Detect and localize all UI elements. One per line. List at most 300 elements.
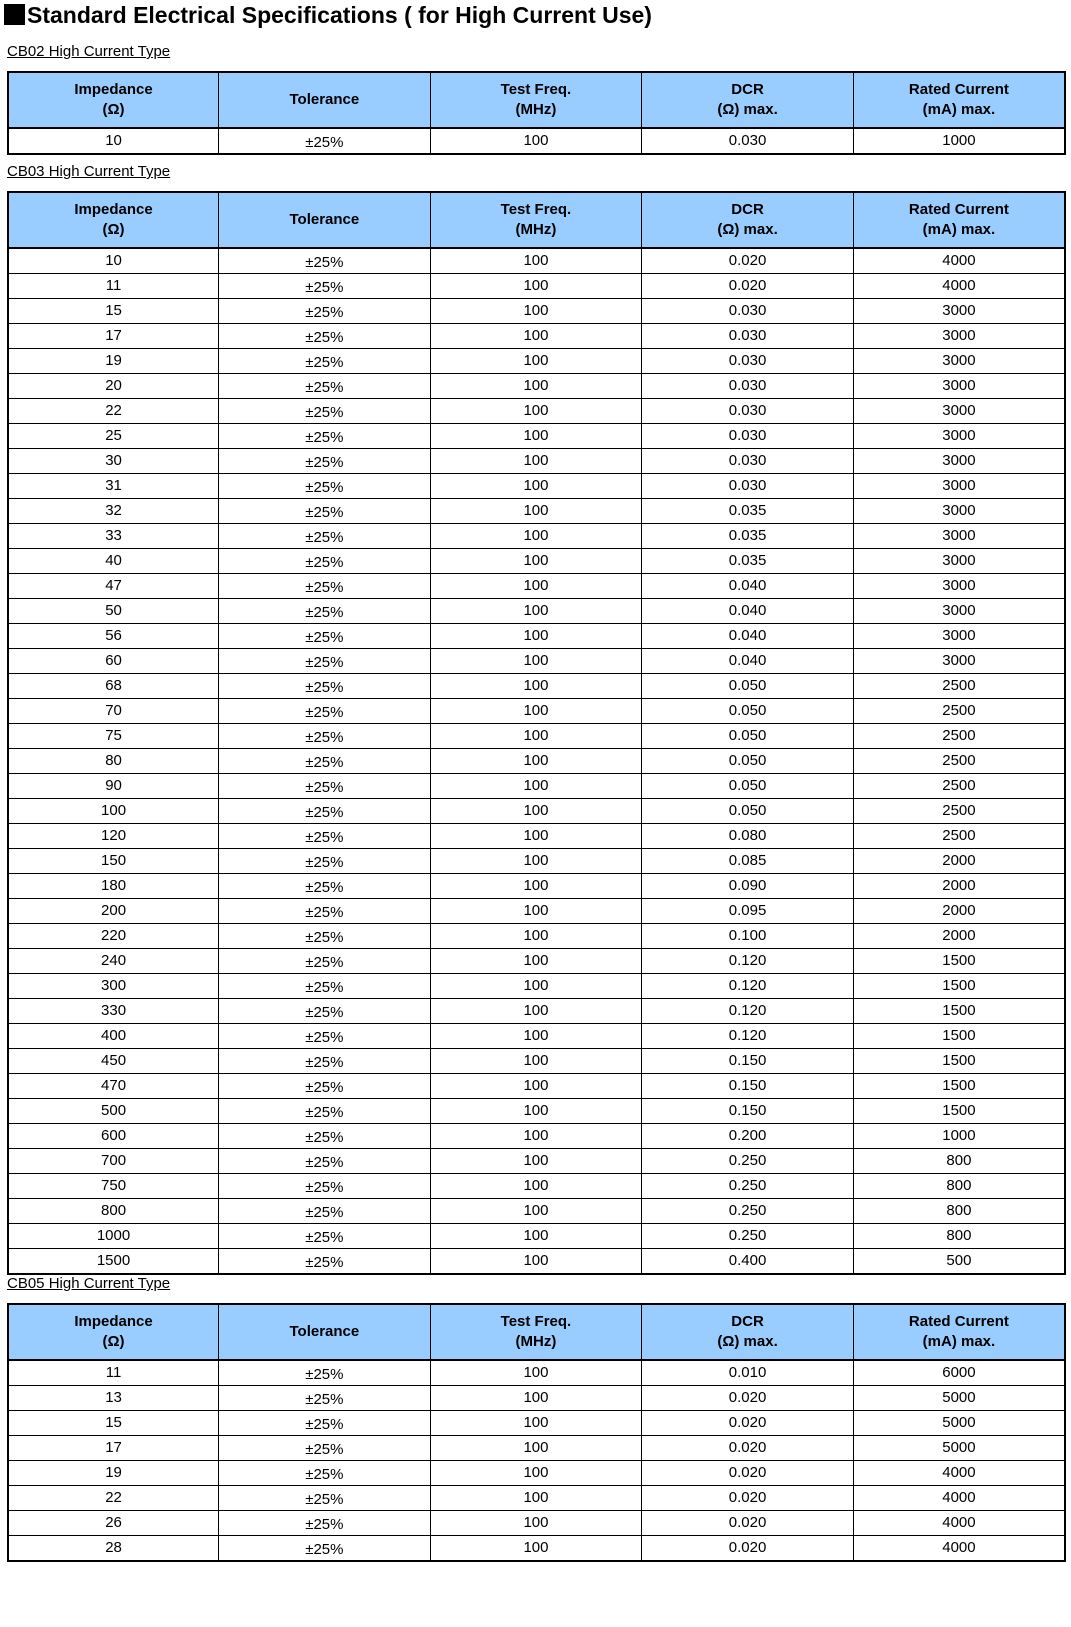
cell-value: 2500 <box>942 777 976 794</box>
cell-value: ±25% <box>305 254 344 271</box>
table-cell <box>430 1199 642 1224</box>
column-header <box>219 72 431 128</box>
cell-value: 100 <box>523 727 549 744</box>
table-row <box>8 474 1065 499</box>
table-cell <box>430 1174 642 1199</box>
cell-value: 6000 <box>942 1364 976 1381</box>
table-cell <box>853 1099 1065 1124</box>
table-cell <box>430 1249 642 1275</box>
table-cell <box>219 449 431 474</box>
table-cell <box>853 749 1065 774</box>
column-header <box>8 192 219 248</box>
column-header-line1: Test Freq. <box>500 201 572 218</box>
table-cell <box>853 324 1065 349</box>
table-cell <box>853 1124 1065 1149</box>
table-row <box>8 1360 1065 1386</box>
table-cell <box>642 1461 854 1486</box>
cell-value: 0.050 <box>728 777 767 794</box>
cell-value: 11 <box>105 1364 122 1381</box>
column-header <box>430 1304 642 1360</box>
cell-value: 3000 <box>942 302 976 319</box>
cell-value: ±25% <box>305 1204 344 1221</box>
table-cell <box>853 624 1065 649</box>
table-cell <box>853 1174 1065 1199</box>
table-cell <box>219 1124 431 1149</box>
table-cell <box>8 1436 219 1461</box>
table-row <box>8 924 1065 949</box>
table-cell <box>8 1099 219 1124</box>
table-cell <box>853 1074 1065 1099</box>
cell-value: ±25% <box>305 1366 344 1383</box>
table-cell <box>219 128 431 154</box>
spec-table-1 <box>7 191 1066 1275</box>
table-cell <box>642 1486 854 1511</box>
table-cell <box>642 549 854 574</box>
table-row <box>8 324 1065 349</box>
table-cell <box>853 824 1065 849</box>
spec-table-2 <box>7 1303 1066 1562</box>
cell-value: 100 <box>523 1002 549 1019</box>
cell-value: 1500 <box>942 952 976 969</box>
cell-value: 10 <box>105 132 122 149</box>
cell-value: 0.030 <box>728 452 767 469</box>
table-row <box>8 1461 1065 1486</box>
section-label-0[interactable]: CB02 High Current Type <box>7 43 171 60</box>
cell-value: 300 <box>101 977 127 994</box>
table-row <box>8 524 1065 549</box>
cell-value: 3000 <box>942 527 976 544</box>
cell-value: 0.030 <box>728 132 767 149</box>
cell-value: 0.035 <box>728 552 767 569</box>
cell-value: 100 <box>523 327 549 344</box>
cell-value: ±25% <box>305 1154 344 1171</box>
table-row <box>8 1049 1065 1074</box>
cell-value: 3000 <box>942 402 976 419</box>
cell-value: 100 <box>523 852 549 869</box>
column-header-line2: (MHz) <box>515 1333 557 1350</box>
cell-value: 2000 <box>942 927 976 944</box>
table-cell <box>219 774 431 799</box>
cell-value: 32 <box>105 502 122 519</box>
cell-value: ±25% <box>305 1054 344 1071</box>
cell-value: 100 <box>523 1077 549 1094</box>
cell-value: 19 <box>105 1464 122 1481</box>
cell-value: 100 <box>523 302 549 319</box>
table-cell <box>642 949 854 974</box>
column-header-line2: (Ω) <box>102 101 125 118</box>
table-cell <box>8 649 219 674</box>
table-cell <box>8 524 219 549</box>
table-cell <box>430 574 642 599</box>
table-cell <box>219 324 431 349</box>
cell-value: 1500 <box>96 1252 131 1269</box>
table-cell <box>853 974 1065 999</box>
cell-value: 100 <box>523 927 549 944</box>
table-cell <box>430 774 642 799</box>
table-cell <box>219 1199 431 1224</box>
table-cell <box>430 949 642 974</box>
table-cell <box>8 1049 219 1074</box>
table-cell <box>219 999 431 1024</box>
table-cell <box>219 1099 431 1124</box>
cell-value: 25 <box>105 427 122 444</box>
cell-value: 1500 <box>942 1052 976 1069</box>
table-cell <box>642 1024 854 1049</box>
table-cell <box>8 128 219 154</box>
table-cell <box>8 1486 219 1511</box>
cell-value: 30 <box>105 452 122 469</box>
table-cell <box>642 774 854 799</box>
table-cell <box>642 899 854 924</box>
cell-value: ±25% <box>305 1441 344 1458</box>
cell-value: 4000 <box>942 1514 976 1531</box>
table-cell <box>219 374 431 399</box>
table-row <box>8 1224 1065 1249</box>
cell-value: 100 <box>523 1177 549 1194</box>
table-cell <box>853 1049 1065 1074</box>
column-header-line1: Test Freq. <box>500 81 572 98</box>
table-row <box>8 549 1065 574</box>
table-cell <box>219 524 431 549</box>
cell-value: 5000 <box>942 1414 976 1431</box>
table-cell <box>642 1249 854 1275</box>
cell-value: 0.030 <box>728 402 767 419</box>
table-cell <box>853 799 1065 824</box>
cell-value: 0.040 <box>728 577 767 594</box>
cell-value: 90 <box>105 777 122 794</box>
cell-value: 100 <box>523 252 549 269</box>
table-row <box>8 1024 1065 1049</box>
cell-value: 1500 <box>942 1102 976 1119</box>
table-cell <box>219 1386 431 1411</box>
cell-value: ±25% <box>305 1466 344 1483</box>
table-cell <box>8 1224 219 1249</box>
table-cell <box>8 1074 219 1099</box>
table-cell <box>430 899 642 924</box>
table-cell <box>8 248 219 274</box>
table-cell <box>8 349 219 374</box>
cell-value: 100 <box>523 352 549 369</box>
column-header-line1: Tolerance <box>289 211 360 228</box>
cell-value: 5000 <box>942 1439 976 1456</box>
table-row <box>8 349 1065 374</box>
table-cell <box>219 749 431 774</box>
cell-value: 2000 <box>942 852 976 869</box>
table-cell <box>642 474 854 499</box>
cell-value: 100 <box>523 752 549 769</box>
table-cell <box>853 524 1065 549</box>
table-cell <box>853 248 1065 274</box>
cell-value: ±25% <box>305 904 344 921</box>
cell-value: ±25% <box>305 379 344 396</box>
table-cell <box>853 849 1065 874</box>
table-cell <box>8 549 219 574</box>
cell-value: 180 <box>101 877 127 894</box>
cell-value: 0.120 <box>728 977 767 994</box>
cell-value: ±25% <box>305 134 344 151</box>
table-cell <box>853 424 1065 449</box>
cell-value: 2000 <box>942 902 976 919</box>
table-cell <box>8 399 219 424</box>
cell-value: 17 <box>105 327 122 344</box>
cell-value: 70 <box>105 702 122 719</box>
table-cell <box>430 324 642 349</box>
cell-value: 10 <box>105 252 122 269</box>
table-cell <box>219 1360 431 1386</box>
table-cell <box>219 574 431 599</box>
cell-value: 1500 <box>942 1077 976 1094</box>
cell-value: 100 <box>523 777 549 794</box>
cell-value: 800 <box>946 1202 972 1219</box>
table-cell <box>430 1436 642 1461</box>
table-cell <box>642 674 854 699</box>
cell-value: 1500 <box>942 1002 976 1019</box>
cell-value: 2500 <box>942 702 976 719</box>
table-cell <box>8 774 219 799</box>
column-header <box>219 1304 431 1360</box>
table-cell <box>430 248 642 274</box>
cell-value: 0.035 <box>728 527 767 544</box>
table-cell <box>219 949 431 974</box>
table-cell <box>853 474 1065 499</box>
cell-value: 800 <box>946 1152 972 1169</box>
cell-value: 470 <box>101 1077 127 1094</box>
table-cell <box>853 1486 1065 1511</box>
table-cell <box>219 549 431 574</box>
table-row <box>8 1199 1065 1224</box>
table-cell <box>853 1199 1065 1224</box>
cell-value: 0.020 <box>728 1514 767 1531</box>
table-cell <box>8 824 219 849</box>
table-cell <box>8 699 219 724</box>
table-cell <box>430 749 642 774</box>
table-row <box>8 1124 1065 1149</box>
cell-value: 0.040 <box>728 627 767 644</box>
table-cell <box>219 1536 431 1562</box>
cell-value: 4000 <box>942 1464 976 1481</box>
cell-value: 100 <box>523 527 549 544</box>
table-row <box>8 499 1065 524</box>
table-cell <box>853 649 1065 674</box>
table-row <box>8 899 1065 924</box>
table-cell <box>219 499 431 524</box>
table-cell <box>642 1224 854 1249</box>
table-cell <box>8 1536 219 1562</box>
table-cell <box>219 274 431 299</box>
cell-value: 2500 <box>942 727 976 744</box>
cell-value: ±25% <box>305 279 344 296</box>
table-cell <box>8 374 219 399</box>
cell-value: 450 <box>101 1052 127 1069</box>
cell-value: ±25% <box>305 329 344 346</box>
cell-value: ±25% <box>305 679 344 696</box>
cell-value: 100 <box>523 1464 549 1481</box>
cell-value: ±25% <box>305 979 344 996</box>
table-cell <box>430 674 642 699</box>
table-cell <box>430 349 642 374</box>
table-row <box>8 1249 1065 1275</box>
cell-value: 100 <box>523 977 549 994</box>
cell-value: 3000 <box>942 427 976 444</box>
cell-value: ±25% <box>305 354 344 371</box>
table-row <box>8 824 1065 849</box>
table-header-row <box>8 192 1065 248</box>
table-cell <box>8 674 219 699</box>
table-cell <box>642 574 854 599</box>
cell-value: 3000 <box>942 452 976 469</box>
table-row <box>8 949 1065 974</box>
cell-value: ±25% <box>305 729 344 746</box>
column-header-line1: Tolerance <box>289 91 360 108</box>
cell-value: 100 <box>523 1152 549 1169</box>
table-cell <box>642 1049 854 1074</box>
table-cell <box>219 974 431 999</box>
cell-value: 2000 <box>942 877 976 894</box>
table-cell <box>8 924 219 949</box>
table-cell <box>8 1411 219 1436</box>
column-header-line2: (Ω) max. <box>717 221 778 238</box>
table-row <box>8 1386 1065 1411</box>
table-cell <box>853 1536 1065 1562</box>
table-cell <box>430 999 642 1024</box>
table-cell <box>853 574 1065 599</box>
cell-value: 330 <box>101 1002 127 1019</box>
table-cell <box>642 1536 854 1562</box>
cell-value: 100 <box>523 1364 549 1381</box>
table-cell <box>853 1411 1065 1436</box>
table-cell <box>642 999 854 1024</box>
cell-value: 56 <box>105 627 122 644</box>
cell-value: ±25% <box>305 1491 344 1508</box>
table-cell <box>642 1074 854 1099</box>
cell-value: 0.120 <box>728 1027 767 1044</box>
cell-value: 100 <box>523 877 549 894</box>
table-cell <box>8 749 219 774</box>
cell-value: 40 <box>105 552 122 569</box>
table-cell <box>853 1224 1065 1249</box>
cell-value: 100 <box>523 1052 549 1069</box>
cell-value: 31 <box>105 477 122 494</box>
table-cell <box>219 1224 431 1249</box>
table-cell <box>430 1049 642 1074</box>
column-header-line1: Tolerance <box>289 1323 360 1340</box>
table-cell <box>430 799 642 824</box>
cell-value: ±25% <box>305 804 344 821</box>
table-row <box>8 424 1065 449</box>
cell-value: 33 <box>105 527 122 544</box>
cell-value: 800 <box>946 1177 972 1194</box>
table-cell <box>219 1411 431 1436</box>
table-cell <box>853 949 1065 974</box>
table-cell <box>8 1249 219 1275</box>
column-header-line2: (MHz) <box>515 221 557 238</box>
table-cell <box>219 1149 431 1174</box>
table-cell <box>642 128 854 154</box>
column-header-line2: (MHz) <box>515 101 557 118</box>
column-header <box>853 72 1065 128</box>
table-cell <box>642 274 854 299</box>
column-header <box>8 1304 219 1360</box>
cell-value: 0.120 <box>728 1002 767 1019</box>
cell-value: 0.040 <box>728 602 767 619</box>
cell-value: ±25% <box>305 929 344 946</box>
table-cell <box>219 799 431 824</box>
cell-value: 0.020 <box>728 1389 767 1406</box>
table-row <box>8 624 1065 649</box>
table-cell <box>430 1511 642 1536</box>
cell-value: ±25% <box>305 1516 344 1533</box>
table-cell <box>430 424 642 449</box>
table-row <box>8 574 1065 599</box>
cell-value: ±25% <box>305 1129 344 1146</box>
table-cell <box>853 774 1065 799</box>
table-cell <box>430 128 642 154</box>
table-cell <box>219 824 431 849</box>
table-cell <box>430 499 642 524</box>
cell-value: 100 <box>523 477 549 494</box>
table-row <box>8 974 1065 999</box>
table-cell <box>853 724 1065 749</box>
table-cell <box>642 424 854 449</box>
table-cell <box>430 974 642 999</box>
table-cell <box>642 974 854 999</box>
cell-value: 3000 <box>942 377 976 394</box>
cell-value: ±25% <box>305 304 344 321</box>
cell-value: 0.030 <box>728 302 767 319</box>
table-cell <box>8 1199 219 1224</box>
cell-value: ±25% <box>305 1104 344 1121</box>
table-cell <box>853 874 1065 899</box>
table-cell <box>853 1360 1065 1386</box>
cell-value: ±25% <box>305 1229 344 1246</box>
table-row <box>8 724 1065 749</box>
cell-value: 100 <box>523 1414 549 1431</box>
table-cell <box>642 724 854 749</box>
table-row <box>8 674 1065 699</box>
table-cell <box>219 474 431 499</box>
table-row <box>8 1436 1065 1461</box>
table-cell <box>219 699 431 724</box>
column-header-line1: Rated Current <box>908 81 1009 98</box>
cell-value: 150 <box>101 852 127 869</box>
cell-value: 100 <box>523 1127 549 1144</box>
cell-value: 0.030 <box>728 477 767 494</box>
cell-value: 120 <box>101 827 127 844</box>
section-label-2[interactable]: CB05 High Current Type <box>7 1275 171 1292</box>
table-cell <box>853 999 1065 1024</box>
cell-value: 75 <box>105 727 122 744</box>
cell-value: 80 <box>105 752 122 769</box>
table-row <box>8 248 1065 274</box>
table-cell <box>642 699 854 724</box>
table-cell <box>430 474 642 499</box>
table-cell <box>219 1486 431 1511</box>
table-cell <box>853 1024 1065 1049</box>
cell-value: 2500 <box>942 802 976 819</box>
table-cell <box>430 924 642 949</box>
cell-value: 400 <box>101 1027 127 1044</box>
cell-value: ±25% <box>305 779 344 796</box>
table-cell <box>219 399 431 424</box>
table-row <box>8 1511 1065 1536</box>
table-cell <box>219 674 431 699</box>
table-cell <box>219 599 431 624</box>
table-cell <box>219 299 431 324</box>
cell-value: 0.020 <box>728 252 767 269</box>
table-cell <box>8 1124 219 1149</box>
table-cell <box>8 1149 219 1174</box>
section-label-1[interactable]: CB03 High Current Type <box>7 163 171 180</box>
